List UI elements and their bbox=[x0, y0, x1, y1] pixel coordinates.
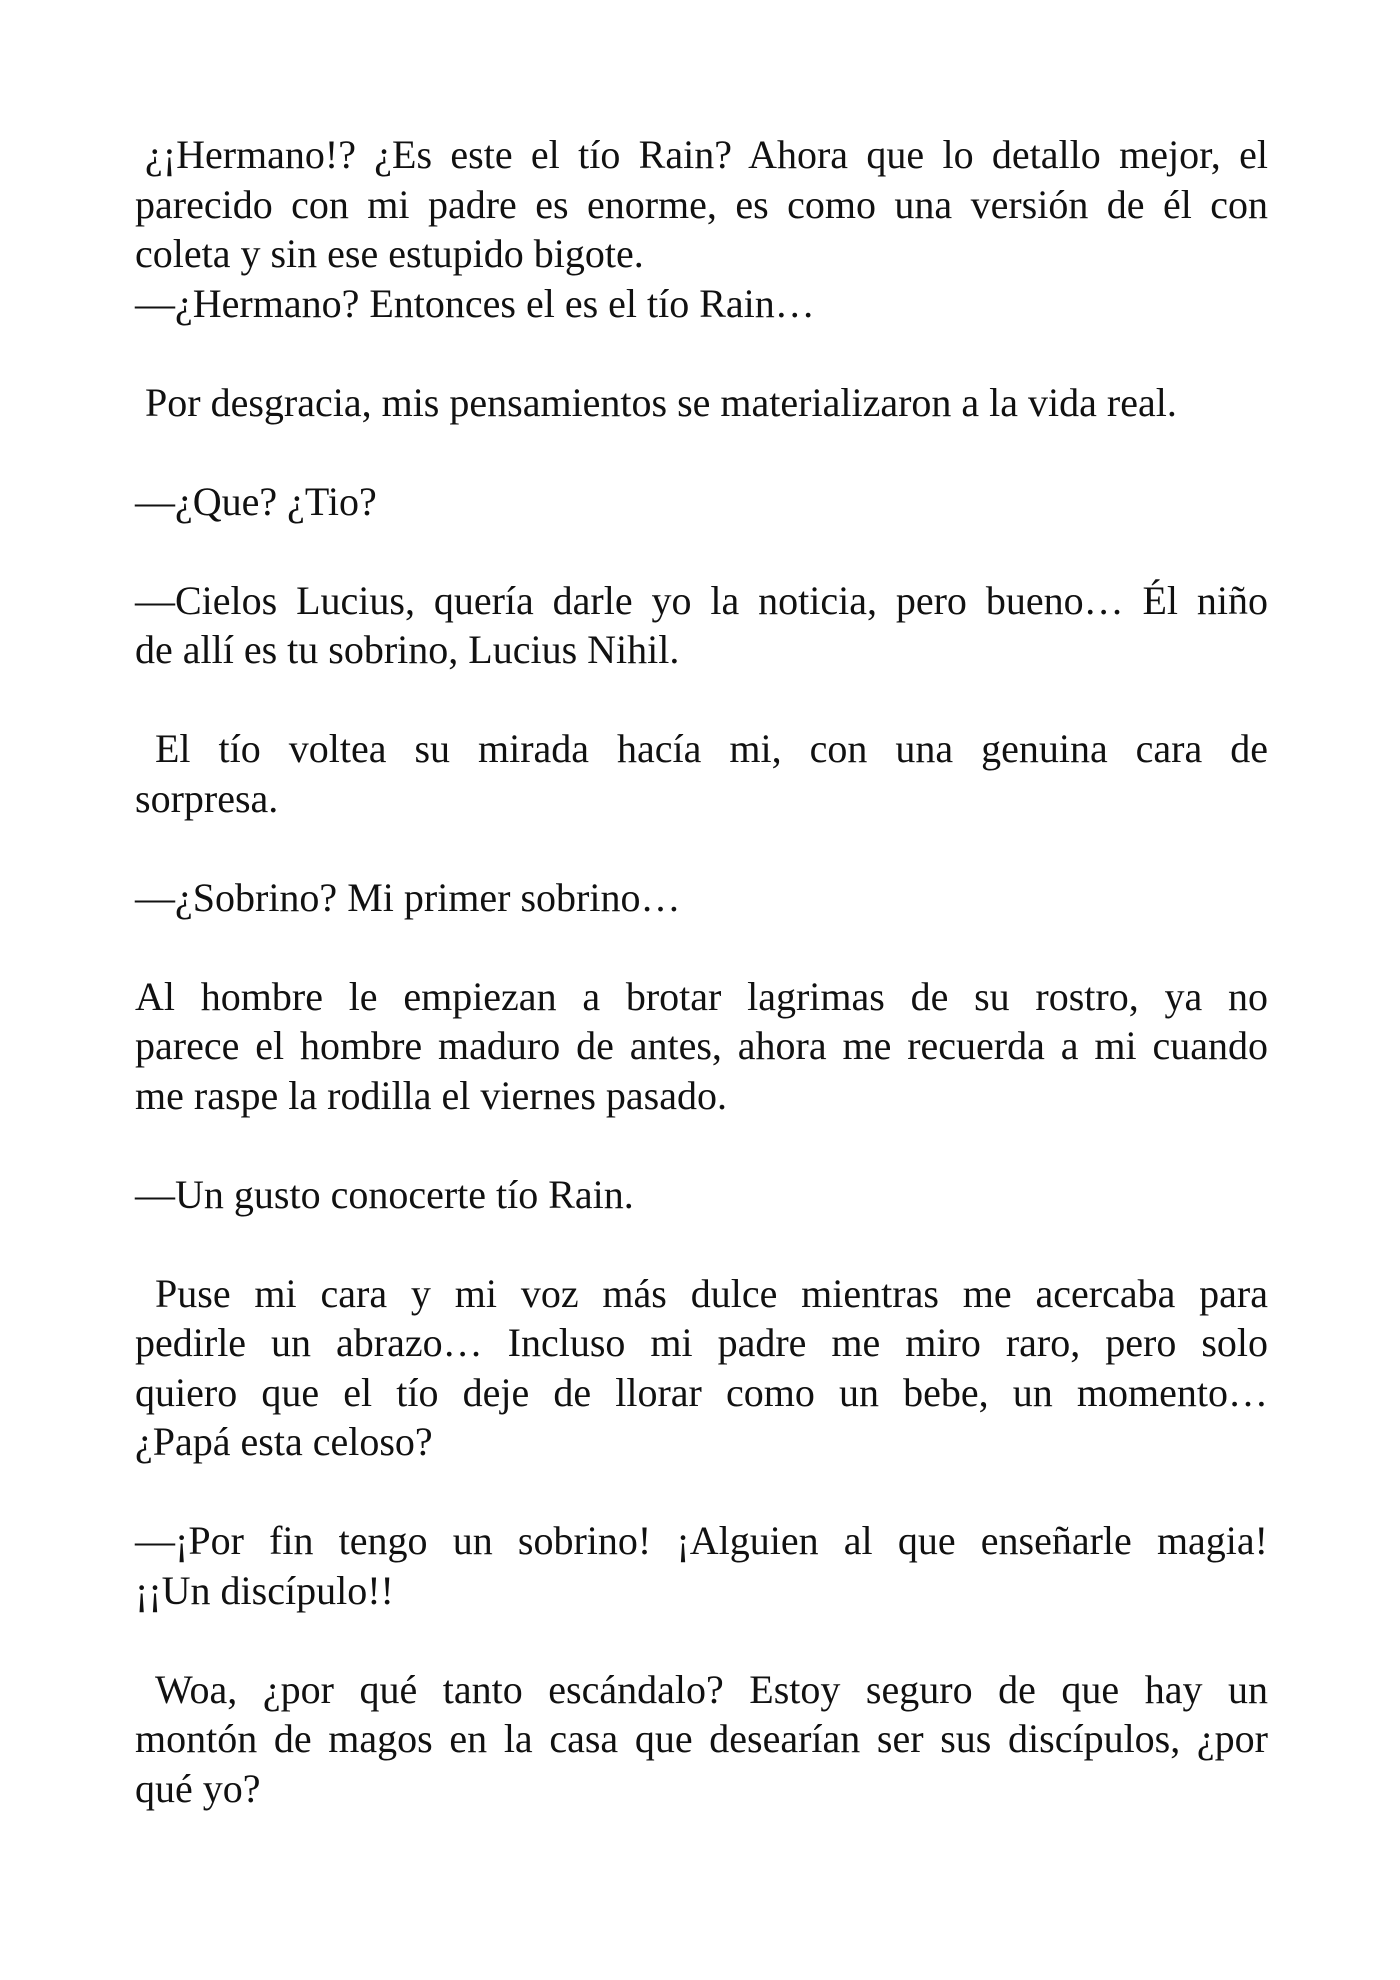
text-line: sorpresa. bbox=[135, 775, 279, 821]
text-line: coleta y sin ese estupido bigote. bbox=[135, 231, 644, 276]
text-line: parece el hombre maduro de antes, ahora me recuerda a mi cuando bbox=[135, 1023, 1268, 1068]
text-line: ¡¡Un discípulo!! bbox=[135, 1567, 394, 1613]
text-line: —Un gusto conocerte tío Rain. bbox=[135, 1171, 634, 1217]
paragraph-5 bbox=[135, 576, 1268, 675]
text-line: —¿Hermano? Entonces el es el tío Rain… bbox=[135, 280, 815, 326]
paragraph-9 bbox=[135, 1170, 1268, 1220]
paragraph-7 bbox=[135, 873, 1268, 923]
paragraph-1 bbox=[135, 130, 1268, 279]
text-line: Puse mi cara y mi voz más dulce mientras me acercaba para bbox=[155, 1270, 1268, 1316]
paragraph-4 bbox=[135, 477, 1268, 527]
paragraph-10 bbox=[135, 1269, 1268, 1467]
text-line: qué yo? bbox=[135, 1765, 261, 1811]
paragraph-12 bbox=[135, 1665, 1268, 1814]
text-line: Al hombre le empiezan a brotar lagrimas de su rostro, ya no bbox=[135, 973, 1268, 1019]
text-line: quiero que el tío deje de llorar como un bebe, un momento… bbox=[135, 1369, 1268, 1415]
text-line: ¿Papá esta celoso? bbox=[135, 1419, 433, 1464]
text-line: pedirle un abrazo… Incluso mi padre me miro raro, pero solo bbox=[135, 1320, 1268, 1365]
text-line: parecido con mi padre es enorme, es como una versión de él con bbox=[135, 181, 1268, 227]
text-line: Woa, ¿por qué tanto escándalo? Estoy seguro de que hay un bbox=[155, 1666, 1268, 1712]
text-line: —¿Que? ¿Tio? bbox=[135, 478, 377, 524]
text-line: ¿¡Hermano!? ¿Es este el tío Rain? Ahora que lo detallo mejor, el bbox=[145, 132, 1268, 177]
paragraph-11 bbox=[135, 1516, 1268, 1615]
text-line: me raspe la rodilla el viernes pasado. bbox=[135, 1072, 727, 1118]
text-line: —¡Por fin tengo un sobrino! ¡Alguien al que enseñarle magia! bbox=[135, 1518, 1268, 1563]
paragraph-8 bbox=[135, 972, 1268, 1121]
document-page bbox=[135, 130, 1268, 1863]
paragraph-3 bbox=[135, 378, 1268, 428]
text-line: El tío voltea su mirada hacía mi, con una genuina cara de bbox=[155, 726, 1268, 771]
text-line: montón de magos en la casa que desearían ser sus discípulos, ¿por bbox=[135, 1716, 1268, 1761]
text-line: —¿Sobrino? Mi primer sobrino… bbox=[135, 874, 681, 920]
text-line: Por desgracia, mis pensamientos se materializaron a la vida real. bbox=[145, 379, 1177, 425]
text-line: de allí es tu sobrino, Lucius Nihil. bbox=[135, 627, 680, 672]
text-line: —Cielos Lucius, quería darle yo la noticia, pero bueno… Él niño bbox=[135, 577, 1268, 623]
paragraph-2 bbox=[135, 279, 1268, 329]
paragraph-6 bbox=[135, 724, 1268, 823]
